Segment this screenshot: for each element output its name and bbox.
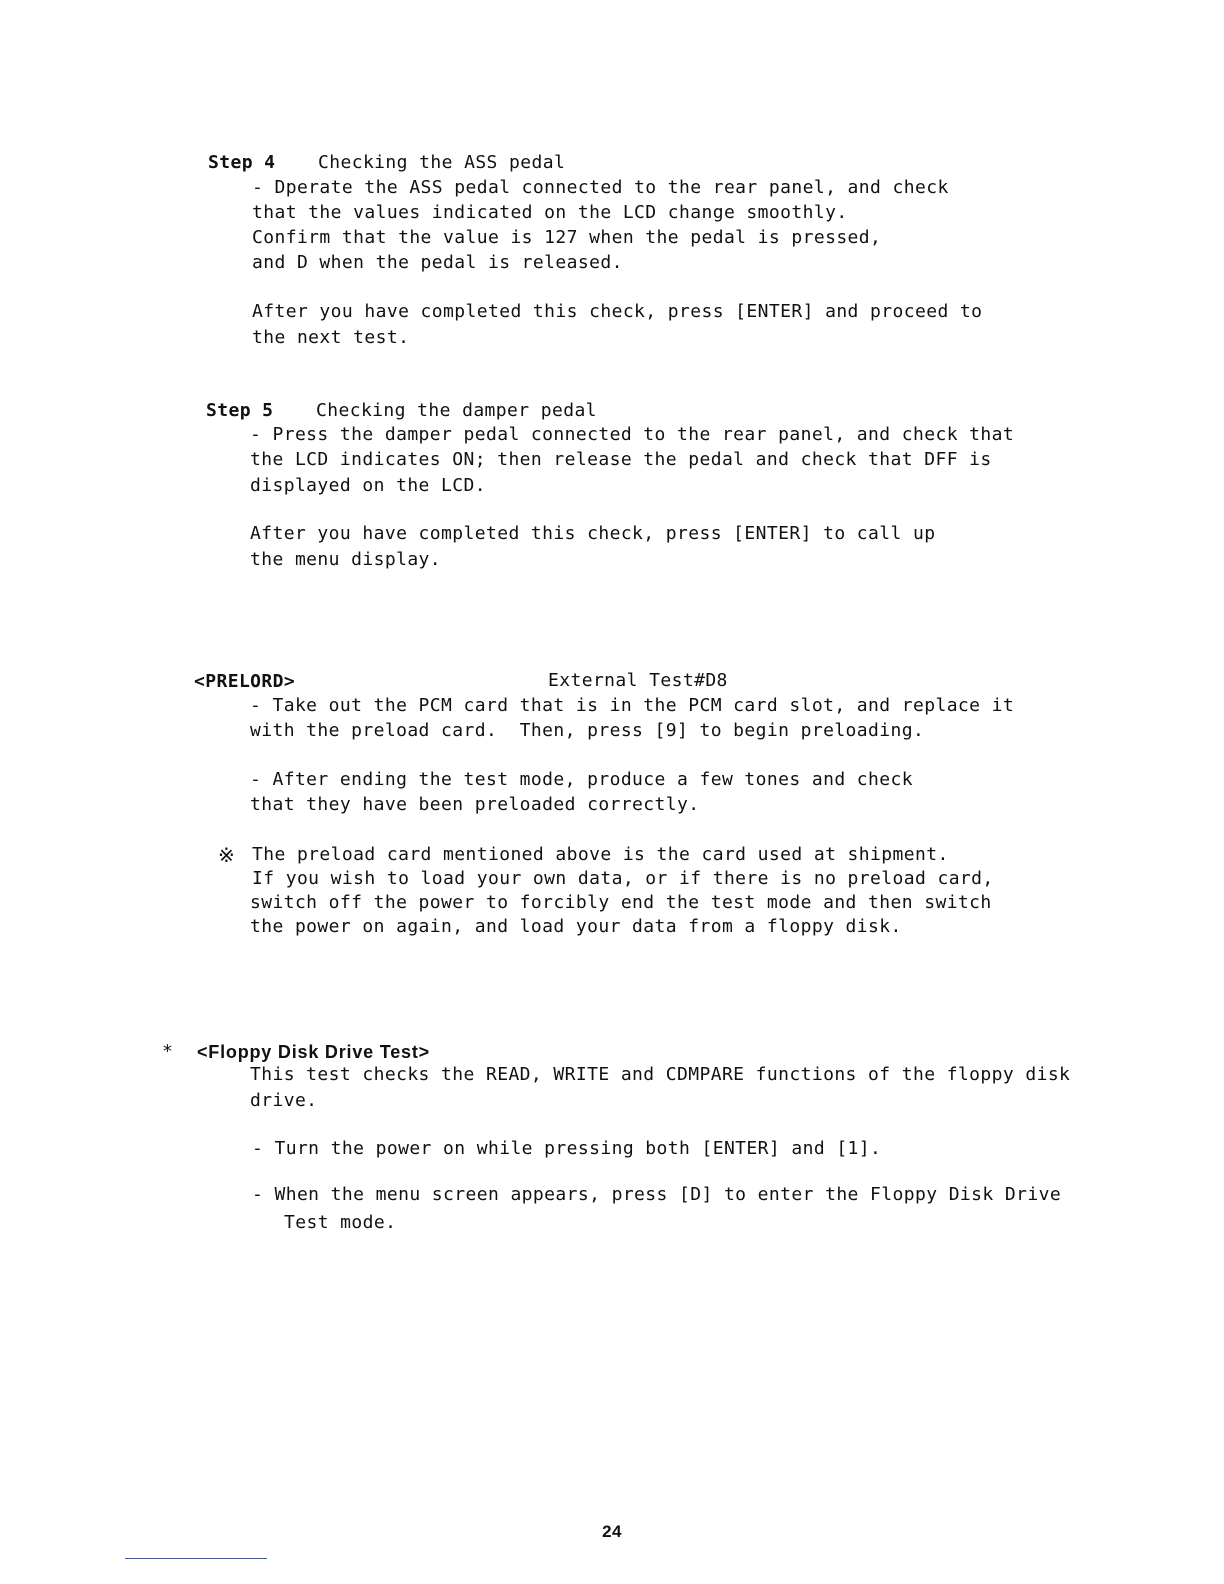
step5-line: the LCD indicates ON; then release the pedal and check that DFF is bbox=[250, 449, 992, 470]
preload-note-line: If you wish to load your own data, or if there is no preload card, bbox=[252, 868, 994, 889]
page-number: 24 bbox=[602, 1522, 622, 1541]
footer-rule bbox=[125, 1558, 267, 1559]
preload-note-line: switch off the power to forcibly end the test mode and then switch bbox=[250, 892, 992, 913]
step5-line: displayed on the LCD. bbox=[250, 475, 486, 496]
step4-after-line: After you have completed this check, press [ENTER] and proceed to bbox=[252, 301, 983, 322]
preload-line2: - After ending the test mode, produce a few tones and check bbox=[250, 769, 913, 790]
preload-line2: that they have been preloaded correctly. bbox=[250, 794, 700, 815]
floppy-item2-line: - When the menu screen appears, press [D] to enter the Floppy Disk Drive bbox=[252, 1184, 1062, 1205]
floppy-intro-line: drive. bbox=[250, 1090, 318, 1111]
step5-title: Checking the damper pedal bbox=[316, 400, 597, 421]
preload-line: - Take out the PCM card that is in the PCM card slot, and replace it bbox=[250, 695, 1015, 716]
floppy-item1: - Turn the power on while pressing both [ENTER] and [1]. bbox=[252, 1138, 882, 1159]
preload-line: with the preload card. Then, press [9] to begin preloading. bbox=[250, 720, 925, 741]
floppy-item2-line: Test mode. bbox=[284, 1212, 397, 1233]
step4-label: Step 4 bbox=[208, 152, 276, 173]
note-mark-icon: ※ bbox=[218, 843, 236, 867]
step5-after-line: the menu display. bbox=[250, 549, 442, 570]
step4-title: Checking the ASS pedal bbox=[318, 152, 566, 173]
preload-note-line: The preload card mentioned above is the card used at shipment. bbox=[252, 844, 949, 865]
step4-line: and D when the pedal is released. bbox=[252, 252, 623, 273]
step5-line: - Press the damper pedal connected to the rear panel, and check that bbox=[250, 424, 1015, 445]
step5-label: Step 5 bbox=[206, 400, 274, 421]
step4-after-line: the next test. bbox=[252, 327, 410, 348]
floppy-bullet: * bbox=[162, 1041, 174, 1062]
preload-note-line: the power on again, and load your data from a floppy disk. bbox=[250, 916, 902, 937]
floppy-intro-line: This test checks the READ, WRITE and CDMPARE functions of the floppy disk bbox=[250, 1064, 1071, 1085]
preload-test-id: External Test#D8 bbox=[548, 670, 728, 691]
floppy-heading: <Floppy Disk Drive Test> bbox=[197, 1042, 430, 1062]
step4-line: - Dperate the ASS pedal connected to the rear panel, and check bbox=[252, 177, 949, 198]
preload-heading: <PRELORD> bbox=[194, 671, 296, 692]
step5-after-line: After you have completed this check, press [ENTER] to call up bbox=[250, 523, 936, 544]
step4-line: that the values indicated on the LCD change smoothly. bbox=[252, 202, 848, 223]
step4-line: Confirm that the value is 127 when the pedal is pressed, bbox=[252, 227, 882, 248]
